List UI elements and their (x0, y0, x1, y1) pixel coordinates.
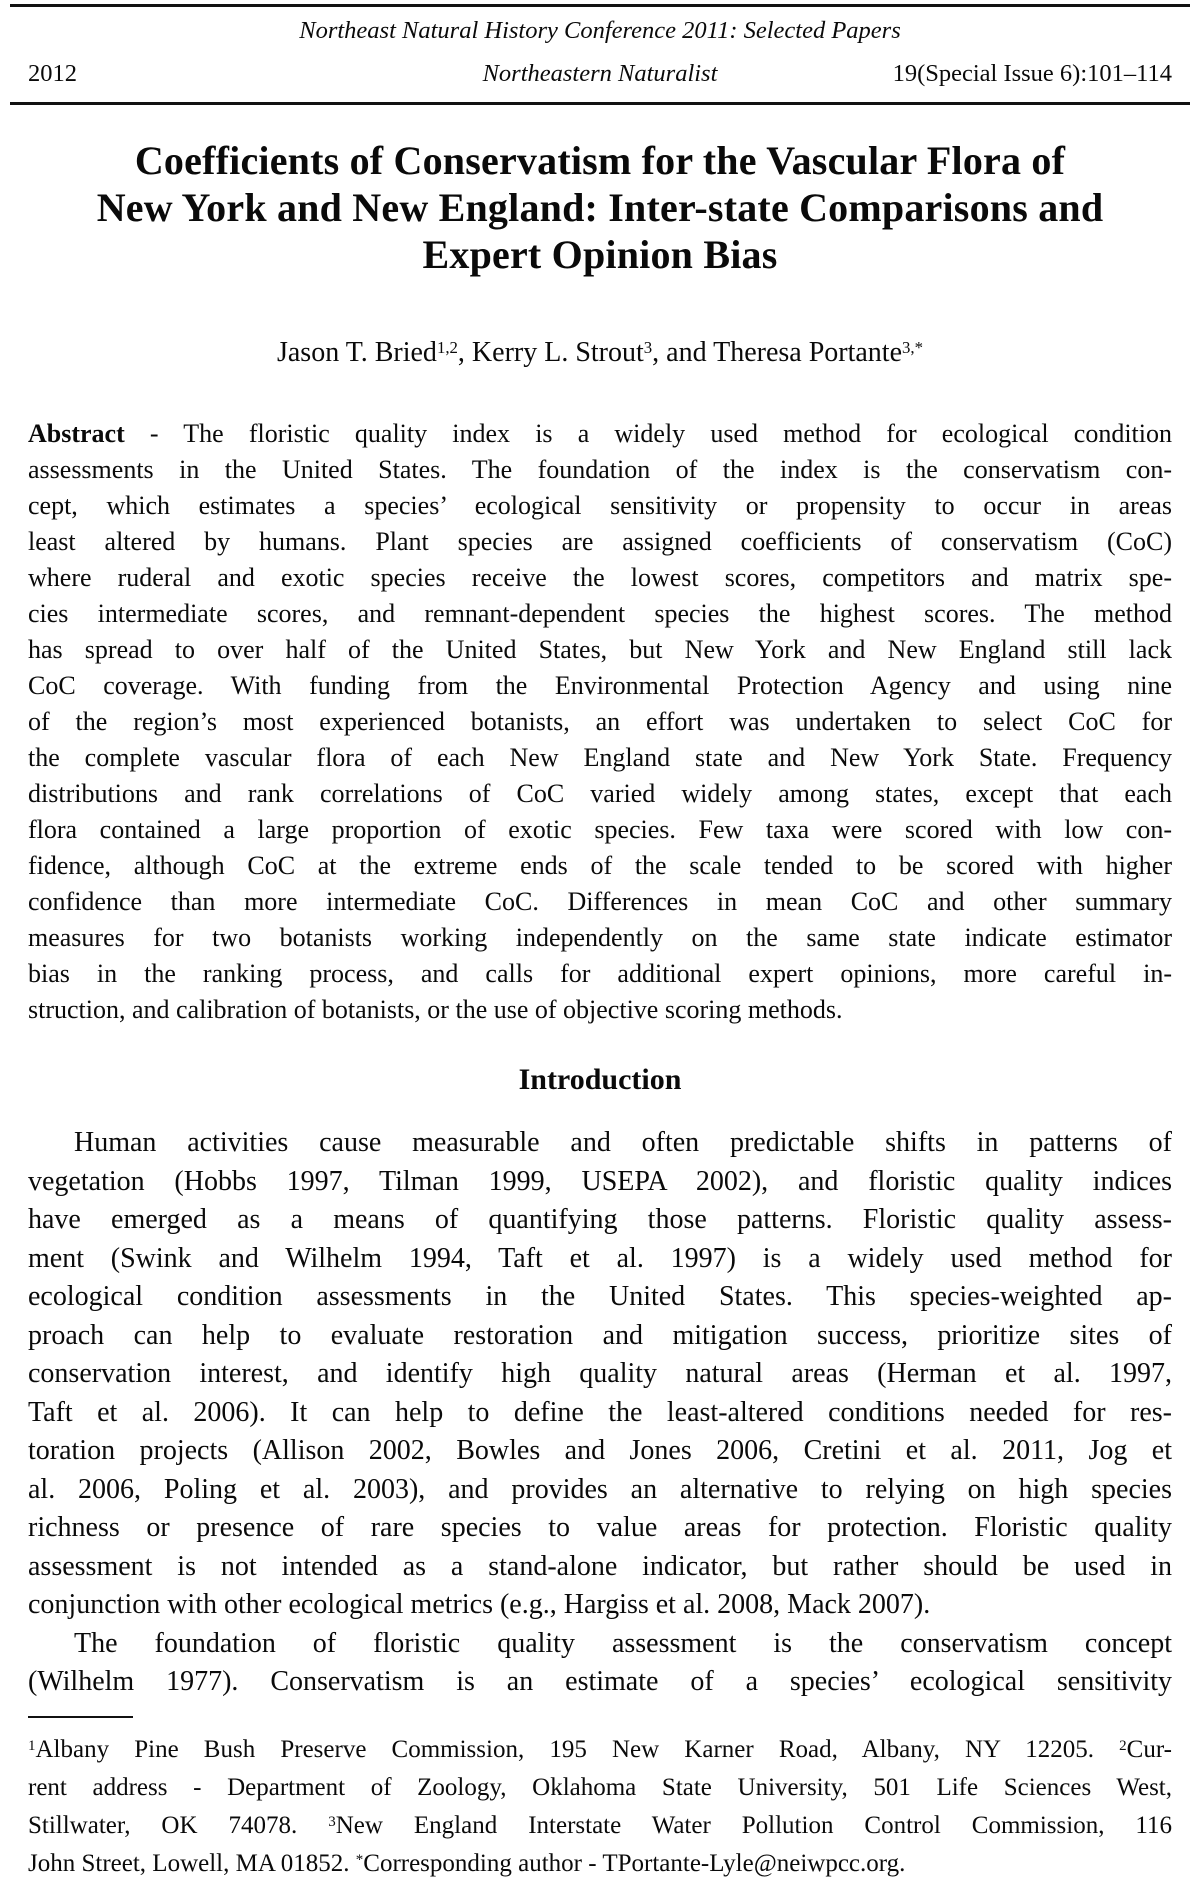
intro-line: conjunction with other ecological metrics (e.g., Hargiss et al. 2008, Mack 2007). (28, 1589, 931, 1620)
abstract-line: Abstract - The floristic quality index is a widely used method for ecological condition (28, 419, 1172, 448)
intro-line: proach can help to evaluate restoration and mitigation success, prioritize sites of (28, 1319, 1172, 1351)
abstract-line: fidence, although CoC at the extreme ends of the scale tended to be scored with higher (28, 851, 1172, 880)
abstract-line: measures for two botanists working independently on the same state indicate estimator (28, 923, 1172, 952)
abstract-line: where ruderal and exotic species receive the lowest scores, competitors and matrix spe- (28, 563, 1172, 592)
section-heading-introduction: Introduction (518, 1063, 682, 1096)
abstract-line: bias in the ranking process, and calls for additional expert opinions, more careful in- (28, 959, 1172, 988)
abstract-line: cies intermediate scores, and remnant-dependent species the highest scores. The method (28, 599, 1172, 628)
title-line: Expert Opinion Bias (422, 232, 778, 277)
title-line: Coefficients of Conservatism for the Vascular Flora of (134, 138, 1066, 183)
abstract-line: the complete vascular flora of each New England state and New York State. Frequency (28, 743, 1172, 772)
abstract-line: least altered by humans. Plant species are assigned coefficients of conservatism (CoC) (28, 527, 1172, 556)
intro-line: toration projects (Allison 2002, Bowles and Jones 2006, Cretini et al. 2011, Jog et (28, 1435, 1172, 1466)
intro-line: The foundation of floristic quality assessment is the conservatism concept (74, 1627, 1172, 1659)
journal-header-row (28, 59, 1172, 89)
intro-line: ment (Swink and Wilhelm 1994, Taft et al. 1997) is a widely used method for (28, 1242, 1172, 1274)
journal-name: Northeastern Naturalist (482, 60, 718, 87)
intro-line: vegetation (Hobbs 1997, Tilman 1999, USEPA 2002), and floristic quality indices (28, 1165, 1172, 1197)
header-rule (10, 102, 1190, 105)
volume-citation: 19(Special Issue 6):101–114 (892, 60, 1172, 87)
publication-year: 2012 (28, 60, 77, 87)
intro-line: assessment is not intended as a stand-alone indicator, but rather should be used in (28, 1550, 1172, 1582)
intro-line: al. 2006, Poling et al. 2003), and provides an alternative to relying on high species (28, 1473, 1172, 1505)
footnote-line: John Street, Lowell, MA 01852. *Corresponding author - TPortante-Lyle@neiwpcc.org. (28, 1849, 906, 1877)
abstract-line: flora contained a large proportion of exotic species. Few taxa were scored with low con- (28, 815, 1172, 844)
abstract-text (28, 416, 1172, 1028)
footnote-rule (28, 1716, 133, 1718)
footnote-line: Stillwater, OK 74078. $^3$New England Interstate Water Pollution Control Commission, 116 (28, 1811, 1172, 1839)
abstract-line: assessments in the United States. The foundation of the index is the conservatism con- (28, 455, 1172, 484)
conference-header: Northeast Natural History Conference 2011: Selected Papers (299, 17, 901, 44)
intro-line: (Wilhelm 1977). Conservatism is an estimate of a species’ ecological sensitivity (28, 1666, 1172, 1697)
abstract-line: cept, which estimates a species’ ecological sensitivity or propensity to occur in areas (28, 491, 1172, 520)
intro-line: Human activities cause measurable and often predictable shifts in patterns of (74, 1127, 1172, 1158)
intro-line: conservation interest, and identify high quality natural areas (Herman et al. 1997, (28, 1358, 1172, 1389)
intro-line: ecological condition assessments in the United States. This species-weighted ap- (28, 1281, 1172, 1312)
introduction-text (28, 1124, 1172, 1702)
intro-line: have emerged as a means of quantifying those patterns. Floristic quality assess- (28, 1204, 1172, 1235)
journal-page (0, 4, 1200, 1885)
footnote-line: $^1$Albany Pine Bush Preserve Commission, 195 New Karner Road, Albany, NY 12205. $^2$Cur- (28, 1735, 1172, 1763)
footnote-line: rent address - Department of Zoology, Oklahoma State University, 501 Life Sciences West, (28, 1773, 1172, 1801)
top-rule (10, 4, 1190, 7)
footnotes-text (28, 1731, 1172, 1883)
intro-line: richness or presence of rare species to value areas for protection. Floristic quality (28, 1512, 1172, 1543)
abstract-line: confidence than more intermediate CoC. Differences in mean CoC and other summary (28, 887, 1172, 916)
abstract-line: distributions and rank correlations of CoC varied widely among states, except that each (28, 779, 1172, 808)
article-title (28, 137, 1172, 278)
abstract-line: has spread to over half of the United States, but New York and New England still lack (28, 635, 1172, 664)
author-line: Jason T. Bried$^{1,2}$, Kerry L. Strout$^3$, and Theresa Portante$^{3,*}$ (276, 337, 923, 368)
intro-line: Taft et al. 2006). It can help to define the least-altered conditions needed for res- (28, 1396, 1172, 1428)
abstract-line: struction, and calibration of botanists, or the use of objective scoring methods. (28, 995, 843, 1024)
abstract-line: CoC coverage. With funding from the Environmental Protection Agency and using nine (28, 671, 1172, 700)
abstract-line: of the region’s most experienced botanists, an effort was undertaken to select CoC for (28, 707, 1172, 736)
title-line: New York and New England: Inter-state Comparisons and (96, 185, 1104, 230)
